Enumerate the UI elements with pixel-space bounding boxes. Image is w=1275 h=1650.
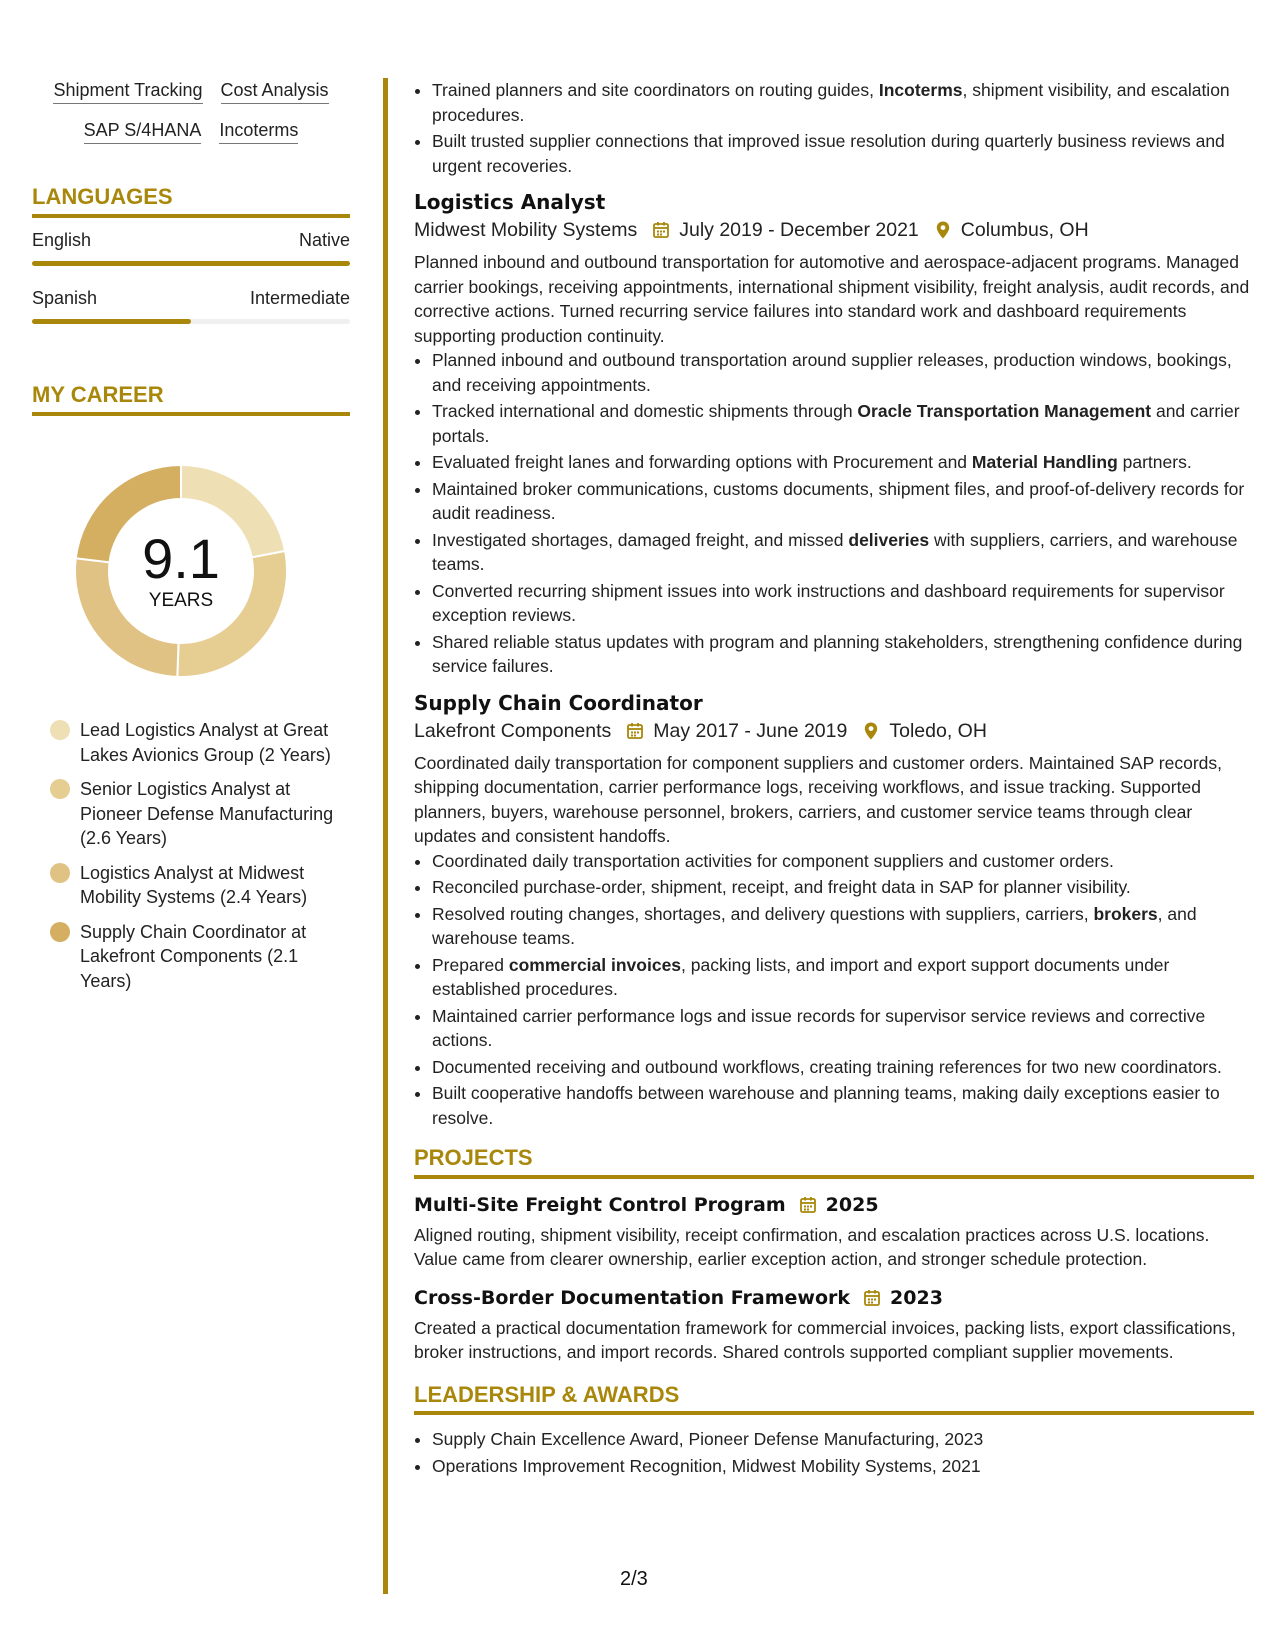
bullet-text: , and warehouse teams. bbox=[432, 903, 1197, 948]
bullet-item bbox=[432, 348, 1254, 397]
career-legend bbox=[50, 718, 340, 993]
awards-heading: LEADERSHIP & AWARDS bbox=[414, 1383, 1254, 1416]
skill-tag: Cost Analysis bbox=[221, 80, 329, 104]
project-entry bbox=[414, 1191, 1254, 1272]
bullet-item bbox=[432, 528, 1254, 577]
bullet-keyword: Incoterms bbox=[878, 80, 963, 100]
job-title: Supply Chain Coordinator bbox=[414, 690, 703, 715]
skills-tags bbox=[32, 80, 350, 144]
job-bullets bbox=[414, 348, 1254, 679]
bullet-text: Resolved routing changes, shortages, and delivery questions with suppliers, carriers, bbox=[432, 903, 1094, 924]
bullet-text: Documented receiving and outbound workflows, creating training references for two new coordinators. bbox=[432, 1056, 1222, 1077]
bullet-keyword: Oracle Transportation Management bbox=[857, 401, 1152, 421]
job-company: Midwest Mobility Systems bbox=[414, 219, 638, 241]
sidebar bbox=[32, 80, 350, 1003]
previous-job-bullets bbox=[414, 78, 1254, 178]
award-item: • Supply Chain Excellence Award, Pioneer Defense Manufacturing, 2023 bbox=[432, 1427, 1254, 1452]
bullet-text: Built trusted supplier connections that improved issue resolution during quarterly business reviews and urgent recoveries. bbox=[432, 131, 1225, 176]
language-bar-fill bbox=[32, 319, 191, 324]
bullet-item bbox=[432, 579, 1254, 628]
project-description: Created a practical documentation framework for commercial invoices, packing lists, export classifications, broker instructions, and import records. Shared controls supported compliant supplier movements. bbox=[414, 1317, 1236, 1362]
bullet-text: Planned inbound and outbound transportation around supplier releases, production windows, bookings, and receiving appointments. bbox=[432, 350, 1232, 395]
language-item bbox=[32, 288, 350, 324]
language-level: Intermediate bbox=[249, 288, 350, 308]
job-summary: Planned inbound and outbound transportation for automotive and aerospace-adjacent programs. Managed carrier bookings, receiving appointments, international shipment visibility, freight analysis, audit records, and corrective actions. Turned recurring service failures into standard work and dashboard requirements supporting production continuity. bbox=[414, 252, 1250, 346]
bullet-item bbox=[432, 630, 1254, 679]
language-item bbox=[32, 230, 350, 266]
job-meta bbox=[414, 717, 1254, 745]
bullet-item bbox=[432, 849, 1254, 874]
career-legend-item bbox=[50, 920, 340, 994]
career-total-years: 9.1 bbox=[142, 527, 220, 590]
legend-dot bbox=[50, 779, 70, 799]
bullet-text: Shared reliable status updates with program and planning stakeholders, strengthening confidence during service failures. bbox=[432, 631, 1243, 676]
career-donut-chart bbox=[66, 456, 296, 686]
bullet-text: , packing lists, and import and export support documents under established procedures. bbox=[432, 954, 1170, 999]
column-divider bbox=[383, 78, 388, 1594]
project-name: Multi-Site Freight Control Program bbox=[414, 1193, 786, 1216]
awards-list bbox=[414, 1427, 1254, 1478]
bullet-item bbox=[432, 1004, 1254, 1053]
job-bullets bbox=[414, 849, 1254, 1131]
career-role-text: Logistics Analyst at Midwest Mobility Systems (2.4 Years) bbox=[80, 862, 308, 907]
career-legend-item bbox=[50, 861, 340, 910]
bullet-text: Investigated shortages, damaged freight, and missed bbox=[432, 529, 849, 550]
language-name: Spanish bbox=[32, 288, 98, 308]
bullet-text: Tracked international and domestic shipments through bbox=[432, 401, 858, 421]
projects-list bbox=[414, 1191, 1254, 1365]
projects-heading: PROJECTS bbox=[414, 1146, 1254, 1179]
legend-dot bbox=[50, 720, 70, 740]
language-level: Native bbox=[298, 230, 350, 250]
project-year: 2023 bbox=[890, 1286, 943, 1309]
job-entry bbox=[414, 689, 1254, 1131]
job-location: Toledo, OH bbox=[889, 719, 987, 742]
location-pin-icon bbox=[933, 220, 953, 240]
job-summary: Coordinated daily transportation for component suppliers and customer orders. Maintained SAP records, shipping documentation, carrier performance logs, receiving workflows, and issue tracking. Supported planners, buyers, warehouse personnel, brokers, carriers, and customer service teams through clear updates and consistent handoffs. bbox=[414, 752, 1223, 846]
bullet-text: Trained planners and site coordinators on routing guides, bbox=[432, 80, 879, 100]
bullet-text: and carrier portals. bbox=[432, 401, 1240, 446]
bullet-item bbox=[432, 902, 1254, 951]
career-legend-item bbox=[50, 718, 340, 767]
bullet-keyword: brokers bbox=[1093, 903, 1158, 924]
career-years-unit: YEARS bbox=[148, 590, 214, 611]
language-name: English bbox=[32, 230, 92, 250]
bullet-keyword: commercial invoices bbox=[508, 954, 682, 975]
project-name: Cross-Border Documentation Framework bbox=[414, 1286, 851, 1309]
job-dates: July 2019 - December 2021 bbox=[679, 219, 919, 241]
career-heading: MY CAREER bbox=[32, 382, 350, 416]
job-title: Logistics Analyst bbox=[414, 190, 606, 214]
job-location: Columbus, OH bbox=[960, 219, 1089, 241]
skill-tag: SAP S/4HANA bbox=[84, 120, 202, 144]
bullet-text: , shipment visibility, and escalation procedures. bbox=[432, 80, 1230, 125]
bullet-item bbox=[432, 1081, 1254, 1130]
project-title-row bbox=[414, 1191, 1254, 1219]
award-item: • Operations Improvement Recognition, Midwest Mobility Systems, 2021 bbox=[432, 1454, 1254, 1479]
bullet-item bbox=[432, 399, 1254, 448]
skill-tag: Incoterms bbox=[219, 120, 298, 144]
bullet-keyword: Material Handling bbox=[971, 452, 1118, 472]
calendar-icon bbox=[862, 1288, 882, 1308]
bullet-item bbox=[432, 953, 1254, 1002]
bullet-item bbox=[432, 1055, 1254, 1080]
bullet-item bbox=[432, 875, 1254, 900]
bullet-item bbox=[432, 78, 1254, 127]
skill-tag: Shipment Tracking bbox=[53, 80, 202, 104]
career-role-text: Supply Chain Coordinator at Lakefront Components (2.1 Years) bbox=[80, 921, 307, 991]
bullet-keyword: deliveries bbox=[848, 529, 930, 550]
job-entry bbox=[414, 188, 1254, 679]
bullet-text: Evaluated freight lanes and forwarding options with Procurement and bbox=[432, 452, 972, 472]
languages-list bbox=[32, 230, 350, 324]
project-description: Aligned routing, shipment visibility, receipt confirmation, and escalation practices across U.S. locations. Value came from clearer ownership, earlier exception action, and stronger schedule protection. bbox=[414, 1224, 1210, 1269]
bullet-item bbox=[432, 450, 1254, 475]
language-bar bbox=[32, 319, 350, 324]
bullet-text: partners. bbox=[1117, 452, 1192, 472]
language-bar-fill bbox=[32, 261, 350, 266]
bullet-text: Maintained broker communications, customs documents, shipment files, and proof-of-delivery records for audit readiness. bbox=[432, 478, 1245, 523]
calendar-icon bbox=[798, 1195, 818, 1215]
bullet-text: with suppliers, carriers, and warehouse teams. bbox=[432, 529, 1238, 574]
experience-list bbox=[414, 188, 1254, 1130]
calendar-icon bbox=[625, 721, 645, 741]
career-role-text: Lead Logistics Analyst at Great Lakes Avionics Group (2 Years) bbox=[80, 720, 331, 765]
legend-dot bbox=[50, 922, 70, 942]
bullet-text: Coordinated daily transportation activities for component suppliers and customer orders. bbox=[432, 850, 1114, 871]
page-number: 2/3 bbox=[620, 1568, 648, 1590]
language-bar bbox=[32, 261, 350, 266]
career-legend-item bbox=[50, 777, 340, 851]
languages-heading: LANGUAGES bbox=[32, 184, 350, 218]
job-company: Lakefront Components bbox=[414, 719, 612, 742]
bullet-item bbox=[432, 477, 1254, 526]
calendar-icon bbox=[651, 220, 671, 240]
job-dates: May 2017 - June 2019 bbox=[653, 719, 848, 742]
bullet-text: Reconciled purchase-order, shipment, receipt, and freight data in SAP for planner visibility. bbox=[432, 877, 1131, 897]
project-year: 2025 bbox=[825, 1193, 879, 1216]
career-role-text: Senior Logistics Analyst at Pioneer Defense Manufacturing (2.6 Years) bbox=[80, 779, 334, 848]
bullet-text: Prepared bbox=[432, 954, 509, 975]
bullet-item bbox=[432, 129, 1254, 178]
project-title-row bbox=[414, 1284, 1254, 1312]
main-content bbox=[414, 78, 1254, 1480]
location-pin-icon bbox=[861, 721, 881, 741]
legend-dot bbox=[50, 863, 70, 883]
job-meta bbox=[414, 216, 1254, 244]
bullet-text: Converted recurring shipment issues into work instructions and dashboard requirements for supervisor exception reviews. bbox=[432, 580, 1225, 625]
bullet-text: Maintained carrier performance logs and issue records for supervisor service reviews and corrective actions. bbox=[432, 1005, 1206, 1050]
project-entry bbox=[414, 1284, 1254, 1365]
bullet-text: Built cooperative handoffs between warehouse and planning teams, making daily exceptions easier to resolve. bbox=[432, 1083, 1220, 1128]
